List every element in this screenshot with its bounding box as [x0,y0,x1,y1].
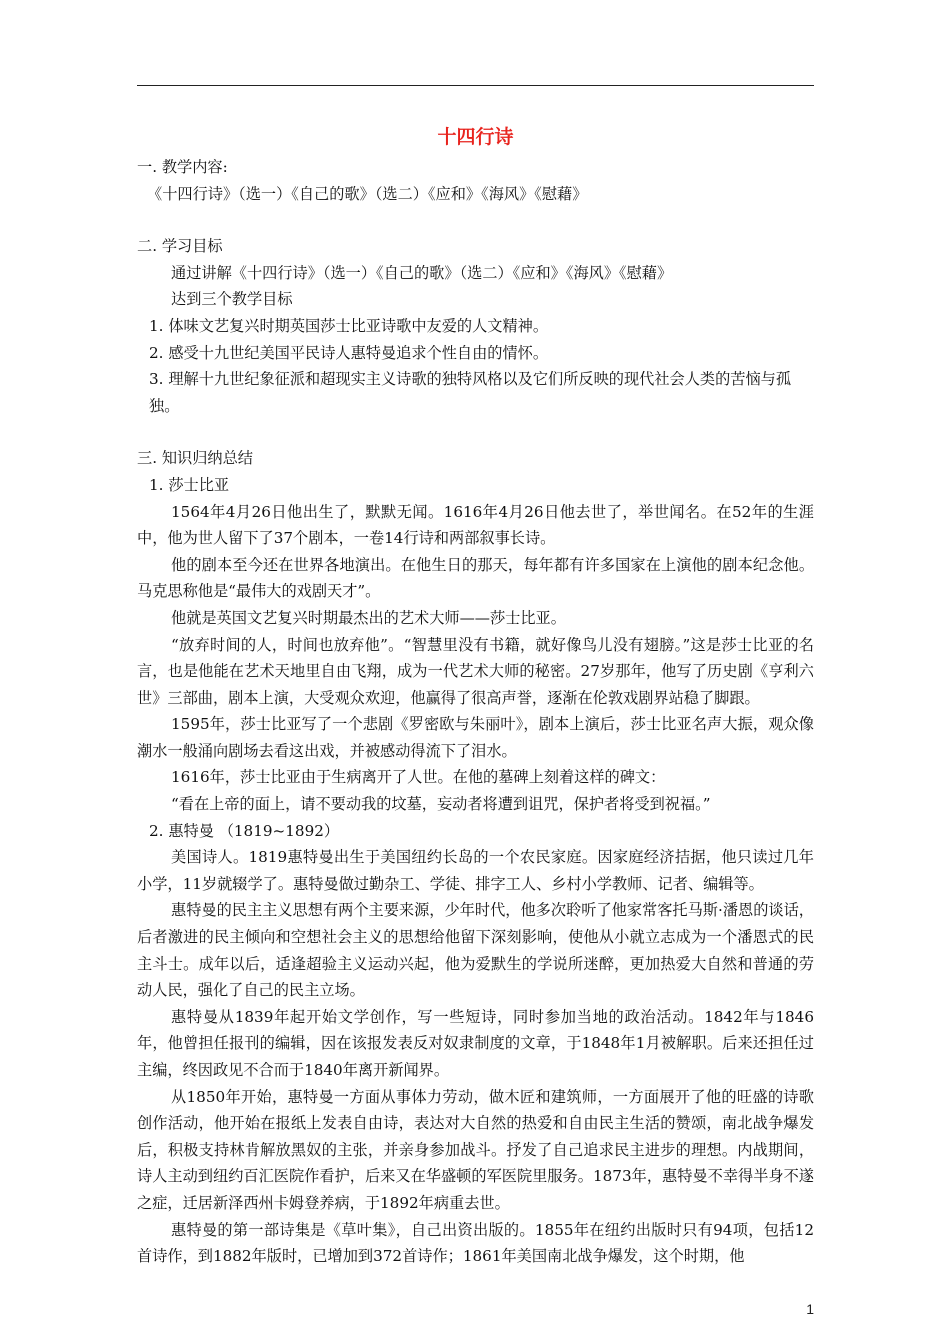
goals-intro-2: 达到三个教学目标 [171,290,293,309]
subsection-shakespeare: 1. 莎士比亚 [149,475,230,494]
paragraph: 他的剧本至今还在世界各地演出。在他生日的那天，每年都有许多国家在上演他的剧本纪念他。马克思称他是“最伟大的戏剧天才”。 [137,555,814,601]
section-3-heading: 三. 知识归纳总结 [137,449,253,468]
goal-item: 2. 感受十九世纪美国平民诗人惠特曼追求个性自由的情怀。 [149,343,549,362]
spacer [137,207,814,233]
paragraph: 1564年4月26日他出生了，默默无闻。1616年4月26日他去世了，举世闻名。在52年的生涯中，他为世人留下了37个剧本，一卷14行诗和两部叙事长诗。 [137,502,814,548]
epitaph-quote: “看在上帝的面上，请不要动我的坟墓，妄动者将遭到诅咒，保护者将受到祝福。” [171,795,711,814]
goals-intro: 通过讲解《十四行诗》（选一）《自己的歌》（选二）《应和》《海风》《慰藉》 [171,263,673,282]
section-2-heading: 二. 学习目标 [137,237,223,256]
header-rule [137,85,814,86]
paragraph: 他就是英国文艺复兴时期最杰出的艺术大师——莎士比亚。 [171,608,566,627]
spacer [137,419,814,445]
paragraph: 惠特曼的第一部诗集是《草叶集》，自己出资出版的。1855年在纽约出版时只有94项，包括12首诗作，到1882年版时，已增加到372首诗作；1861年美国南北战争爆发，这个时期，他 [137,1220,814,1266]
subsection-whitman: 2. 惠特曼 （1819~1892） [149,821,340,840]
paragraph: “放弃时间的人，时间也放弃他”。“智慧里没有书籍，就好像鸟儿没有翅膀。”这是莎士比亚的名言，也是他能在艺术天地里自由飞翔，成为一代艺术大师的秘密。27岁那年，他写了历史剧《亨利六世》三部曲，剧本上演，大受观众欢迎，他赢得了很高声誉，逐渐在伦敦戏剧界站稳了脚跟。 [137,635,814,707]
paragraph: 惠特曼从1839年起开始文学创作，写一些短诗，同时参加当地的政治活动。1842年与1846年，他曾担任报刊的编辑，因在该报发表反对奴隶制度的文章，于1848年1月被解职。后来还担任过主编，终因政见不合而于1840年离开新闻界。 [137,1007,814,1079]
section-1-heading: 一. 教学内容: [137,158,228,176]
paragraph: 1616年，莎士比亚由于生病离开了人世。在他的墓碑上刻着这样的碑文： [171,768,666,787]
paragraph: 惠特曼的民主主义思想有两个主要来源，少年时代，他多次聆听了他家常客托马斯·潘恩的谈话，后者激进的民主倾向和空想社会主义的思想给他留下深刻影响，使他从小就立志成为一个潘恩式的民主斗士。成年以后，适逢超验主义运动兴起，他为爱默生的学说所迷醉，更加热爱大自然和普通的劳动人民，强化了自己的民主立场。 [137,901,814,1000]
paragraph: 1595年，莎士比亚写了一个悲剧《罗密欧与朱丽叶》，剧本上演后，莎士比亚名声大振，观众像潮水一般涌向剧场去看这出戏，并被感动得流下了泪水。 [137,715,814,760]
document-body [137,122,814,1270]
goal-item: 3. 理解十九世纪象征派和超现实主义诗歌的独特风格以及它们所反映的现代社会人类的苦恼与孤独。 [149,370,792,415]
section-1-content: 《十四行诗》（选一）《自己的歌》（选二）《应和》《海风》《慰藉》 [147,184,588,203]
page-number: 1 [806,1301,814,1317]
paragraph: 从1850年开始，惠特曼一方面从事体力劳动，做木匠和建筑师，一方面展开了他的旺盛的诗歌创作活动，他开始在报纸上发表自由诗，表达对大自然的热爱和自由民主生活的赞颂，南北战争爆发后，积极支持林肯解放黑奴的主张，并亲身参加战斗。抒发了自己追求民主进步的理想。内战期间，诗人主动到纽约百汇医院作看护，后来又在华盛顿的军医院里服务。1873年，惠特曼不幸得半身不遂之症，迁居新泽西州卡姆登养病，于1892年病重去世。 [137,1087,814,1212]
paragraph: 美国诗人。1819惠特曼出生于美国纽约长岛的一个农民家庭。因家庭经济拮据，他只读过几年小学，11岁就辍学了。惠特曼做过勤杂工、学徒、排字工人、乡村小学教师、记者、编辑等。 [137,848,814,893]
goal-item: 1. 体味文艺复兴时期英国莎士比亚诗歌中友爱的人文精神。 [149,316,549,335]
document-title: 十四行诗 [437,126,514,148]
